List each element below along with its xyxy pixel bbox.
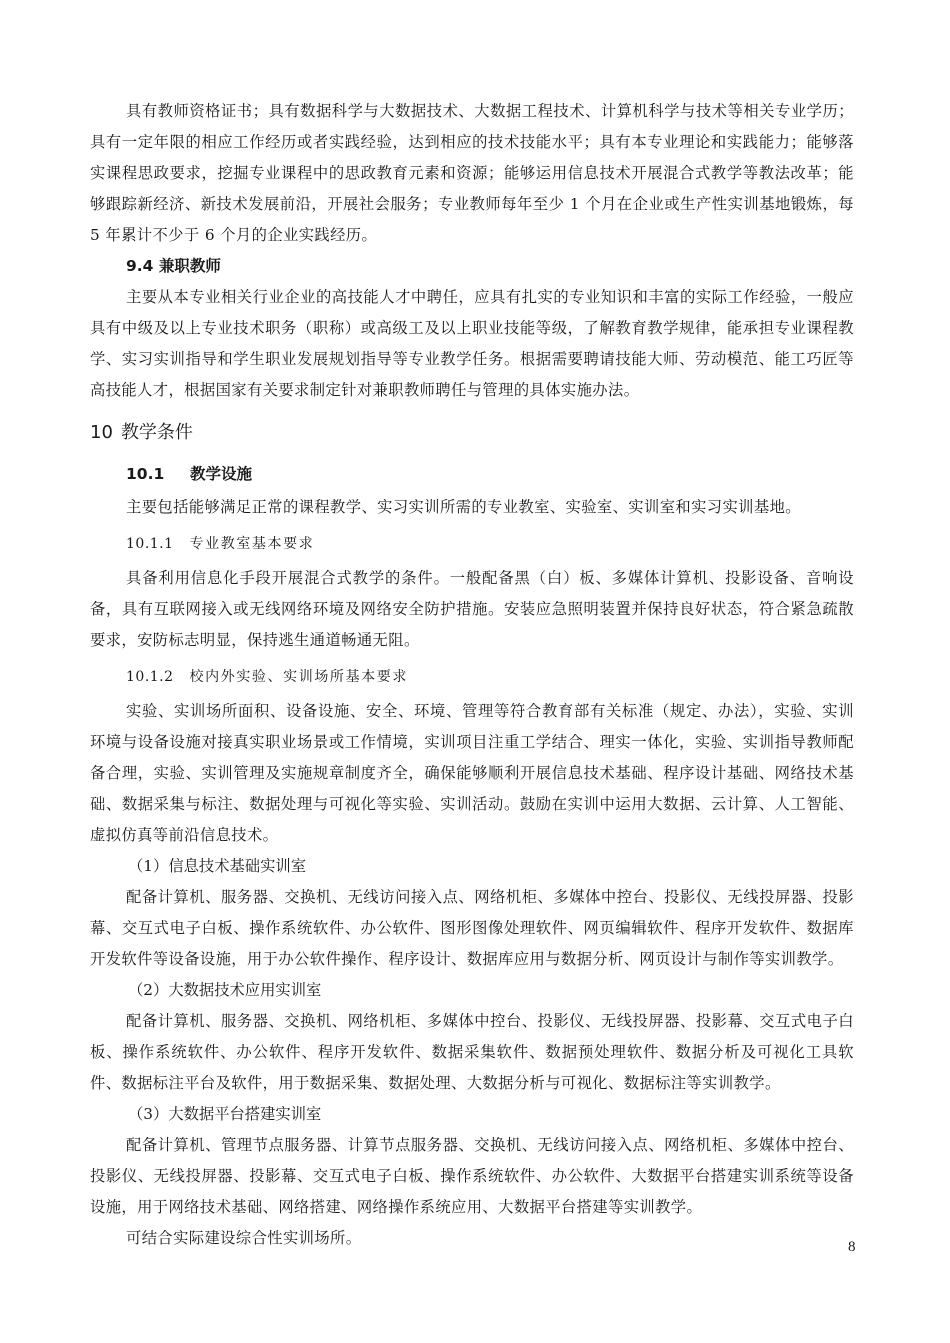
- heading-10-1: [126, 456, 854, 492]
- list-item-big-data-platform-lab: （3）大数据平台搭建实训室: [128, 1105, 322, 1123]
- paragraph-lab-requirements: 实验、实训场所面积、设备设施、安全、环境、管理等符合教育部有关标准（规定、办法），实验、实训环境与设备设施对接真实职业场景或工作情境，实训项目注重工学结合、理实一体化，实验、实训指导教师配备合理，实验、实训管理及实施规章制度齐全，确保能够顺利开展信息技术基础、程序设计基础、网络技术基础、数据采集与标注、数据处理与可视化等实验、实训活动。鼓励在实训中运用大数据、云计算、人工智能、虚拟仿真等前沿信息技术。: [90, 702, 854, 844]
- paragraph-big-data-platform-lab: 配备计算机、管理节点服务器、计算节点服务器、交换机、无线访问接入点、网络机柜、多媒体中控台、投影仪、无线投屏器、投影幕、交互式电子白板、操作系统软件、办公软件、大数据平台搭建实训系统等设备设施，用于网络技术基础、网络搭建、网络操作系统应用、大数据平台搭建等实训教学。: [90, 1136, 854, 1216]
- paragraph-part-time-teachers: 主要从本专业相关行业企业的高技能人才中聘任，应具有扎实的专业知识和丰富的实际工作经验，一般应具有中级及以上专业技术职务（职称）或高级工及以上职业技能等级，了解教育教学规律，能承担专业课程教学、实习实训指导和学生职业发展规划指导等专业教学任务。根据需要聘请技能大师、劳动模范、能工巧匠等高技能人才，根据国家有关要求制定针对兼职教师聘任与管理的具体实施办法。: [90, 288, 854, 399]
- page-content: [90, 96, 854, 1254]
- paragraph-classroom-requirements: 具备利用信息化手段开展混合式教学的条件。一般配备黑（白）板、多媒体计算机、投影设备、音响设备，具有互联网接入或无线网络环境及网络安全防护措施。安装应急照明装置并保持良好状态，符合紧急疏散要求，安防标志明显，保持逃生通道畅通无阻。: [90, 569, 854, 649]
- list-item-it-basics-lab: （1）信息技术基础实训室: [128, 857, 306, 875]
- paragraph-facilities-intro: 主要包括能够满足正常的课程教学、实习实训所需的专业教室、实验室、实训室和实习实训基地。: [126, 498, 801, 516]
- heading-10-1-number: 10.1: [126, 465, 165, 483]
- list-item-big-data-app-lab: （2）大数据技术应用实训室: [128, 981, 322, 999]
- heading-10-1-title: 教学设施: [190, 465, 253, 483]
- heading-10-title: 教学条件: [120, 422, 193, 443]
- paragraph-it-basics-lab: 配备计算机、服务器、交换机、无线访问接入点、网络机柜、多媒体中控台、投影仪、无线投屏器、投影幕、交互式电子白板、操作系统软件、办公软件、图形图像处理软件、网页编辑软件、程序开发软件、数据库开发软件等设备设施，用于办公软件操作、程序设计、数据库应用与数据分析、网页设计与制作等实训教学。: [90, 888, 854, 968]
- heading-10-1-1: [126, 525, 854, 563]
- heading-10-1-2-title: 校内外实验、实训场所基本要求: [189, 669, 408, 685]
- heading-10-number: 10: [90, 422, 113, 443]
- heading-10-1-2: [126, 658, 854, 696]
- heading-10-1-1-title: 专业教室基本要求: [189, 536, 315, 552]
- page-number: 8: [848, 1239, 856, 1255]
- paragraph-comprehensive-site: 可结合实际建设综合性实训场所。: [126, 1229, 362, 1247]
- heading-10-1-1-number: 10.1.1: [126, 536, 174, 552]
- heading-10-1-2-number: 10.1.2: [126, 669, 174, 685]
- heading-9-4: 9.4 兼职教师: [126, 257, 221, 275]
- paragraph-teacher-qualification: 具有教师资格证书；具有数据科学与大数据技术、大数据工程技术、计算机科学与技术等相关专业学历；具有一定年限的相应工作经历或者实践经验，达到相应的技术技能水平；具有本专业理论和实践能力；能够落实课程思政要求，挖掘专业课程中的思政教育元素和资源；能够运用信息技术开展混合式教学等教法改革；能够跟踪新经济、新技术发展前沿，开展社会服务；专业教师每年至少 1 个月在企业或生产性实训基地锻炼，每 5 年累计不少于 6 个月的企业实践经历。: [90, 102, 854, 244]
- heading-10: [90, 414, 854, 452]
- paragraph-big-data-app-lab: 配备计算机、服务器、交换机、网络机柜、多媒体中控台、投影仪、无线投屏器、投影幕、交互式电子白板、操作系统软件、办公软件、程序开发软件、数据采集软件、数据预处理软件、数据分析及可视化工具软件、数据标注平台及软件，用于数据采集、数据处理、大数据分析与可视化、数据标注等实训教学。: [90, 1012, 854, 1092]
